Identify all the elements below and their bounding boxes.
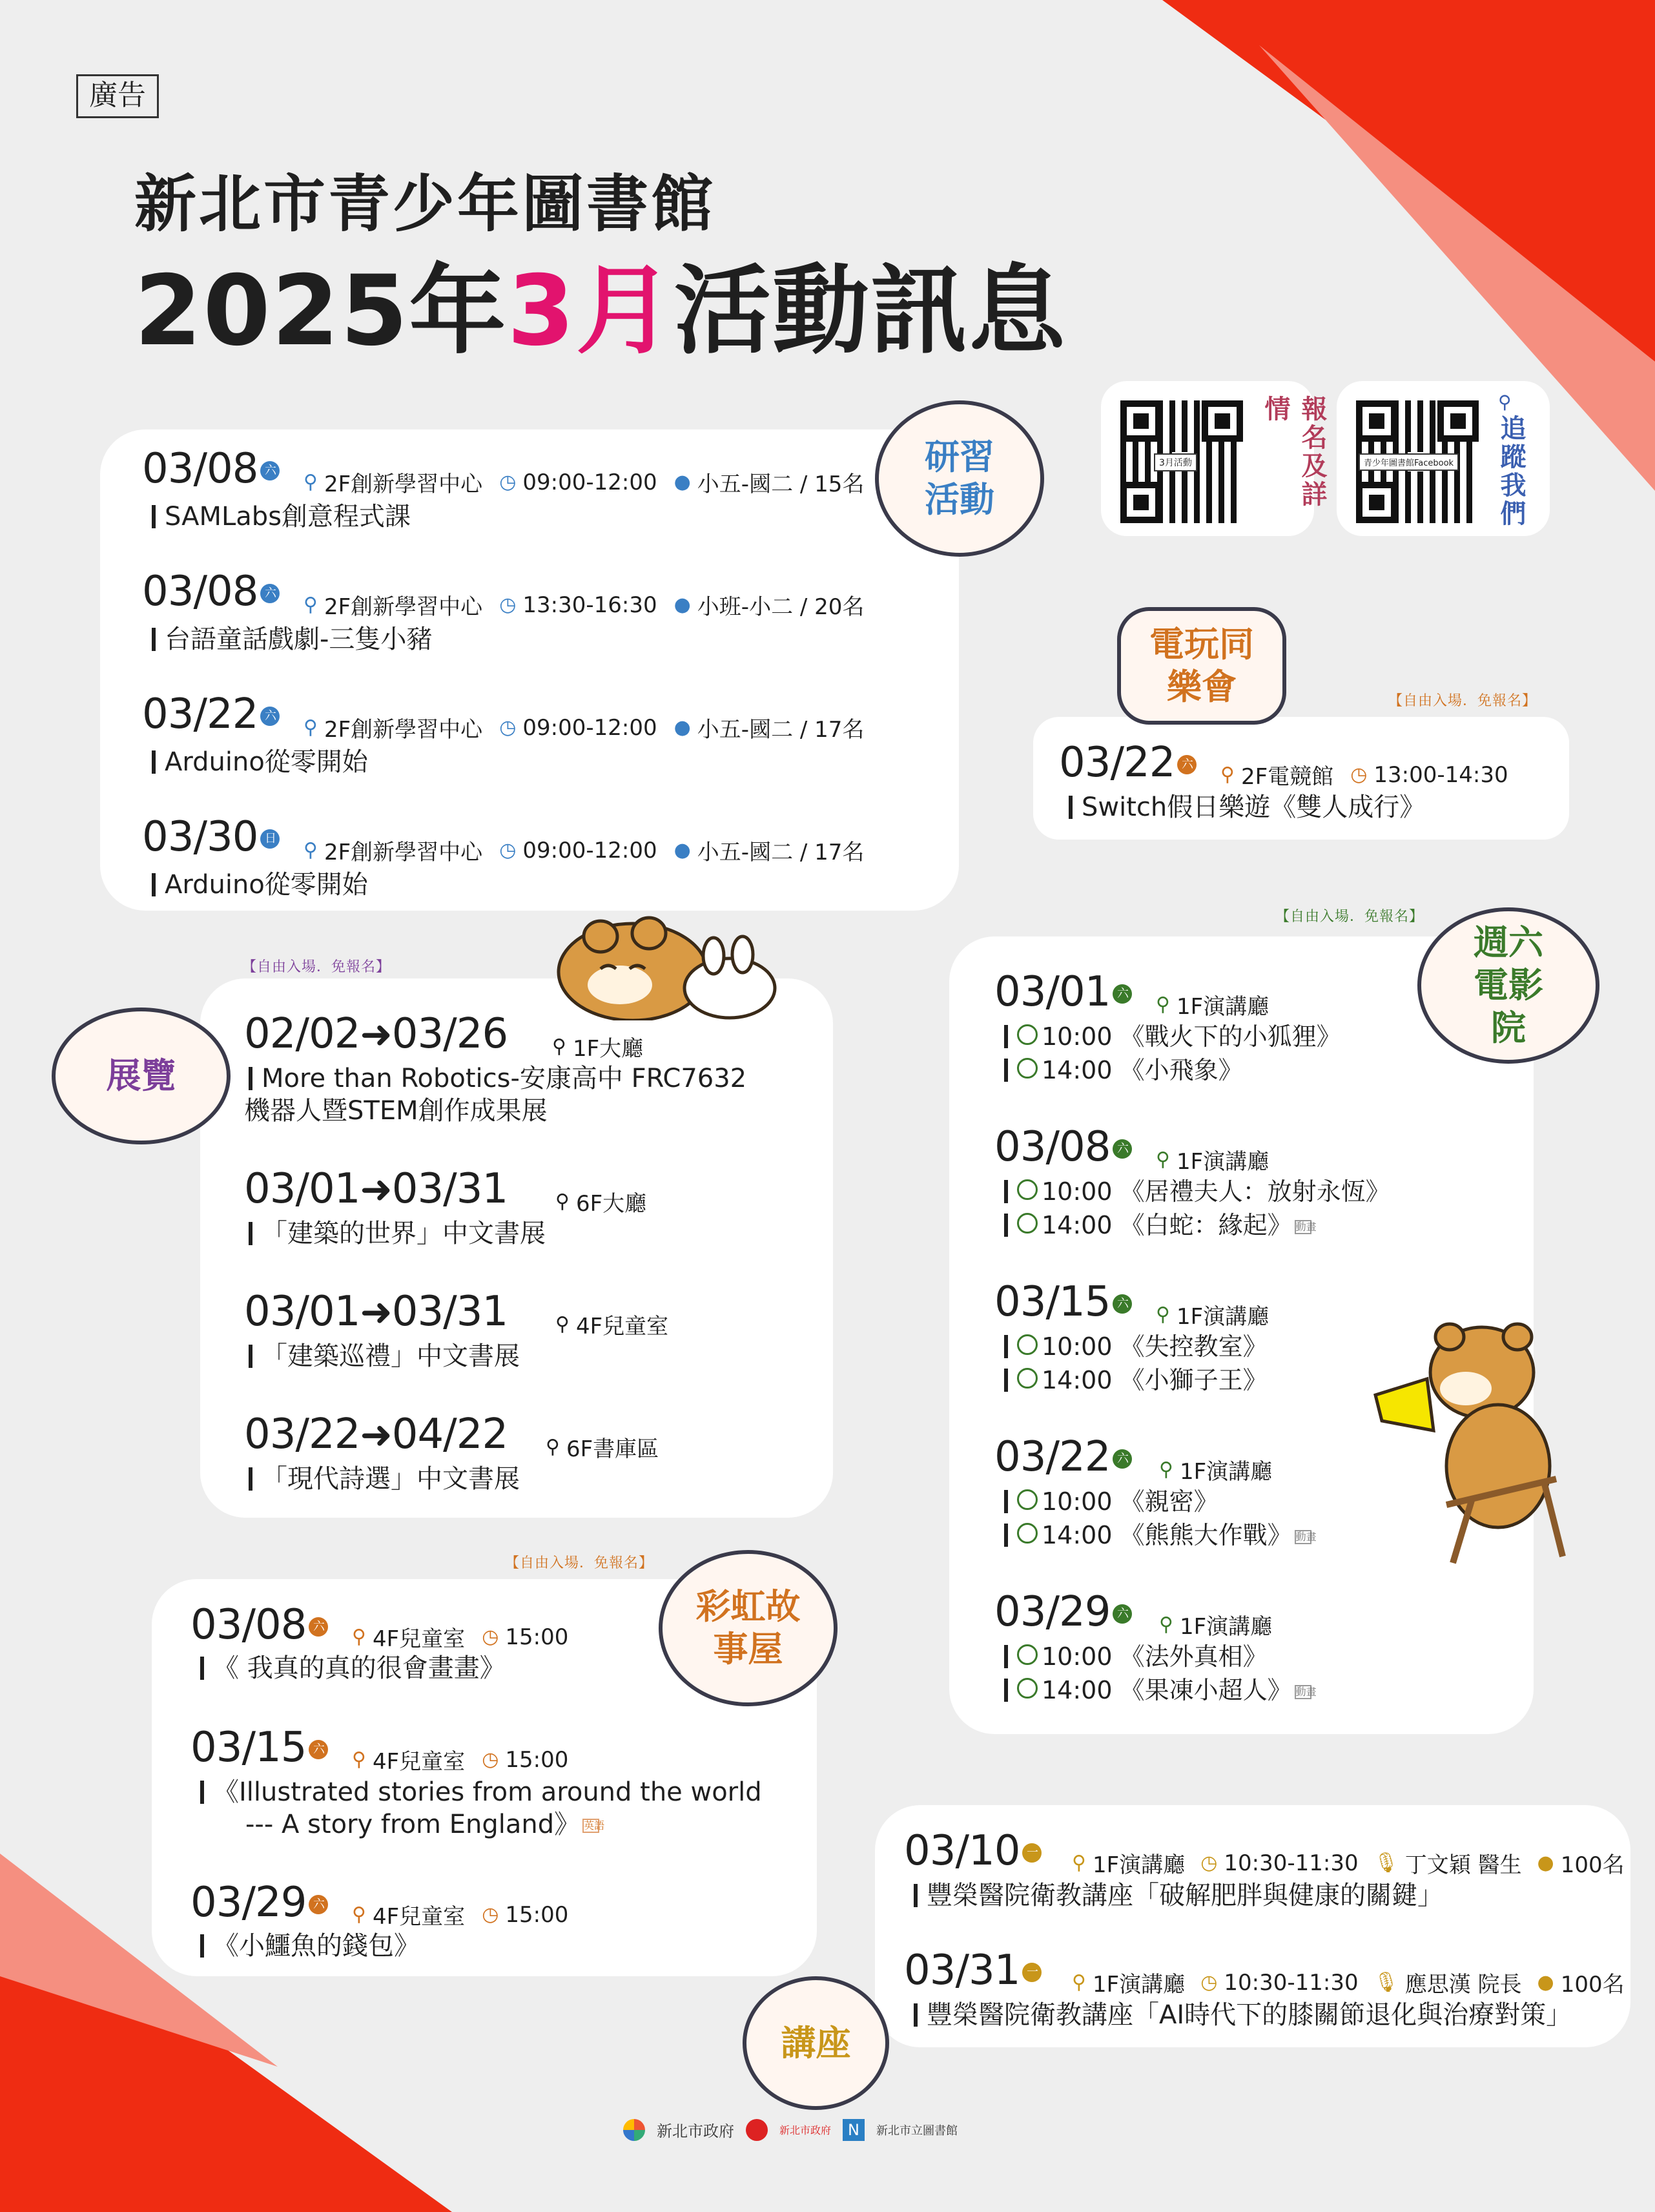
event-date: 03/08 bbox=[142, 568, 258, 615]
animation-tag: 動畫 bbox=[1295, 1530, 1317, 1543]
arrow-icon: ➜ bbox=[360, 1290, 392, 1335]
event-location: 6F大廳 bbox=[575, 1191, 647, 1217]
event-location: 1F演講廳 bbox=[1179, 1459, 1273, 1485]
story-bubble: 彩虹故事屋 bbox=[659, 1550, 838, 1706]
event-date: 03/10 bbox=[904, 1827, 1020, 1875]
event-time: 10:30-11:30 bbox=[1224, 1850, 1359, 1876]
event-date: 03/01 bbox=[994, 968, 1111, 1016]
start-date: 03/01 bbox=[244, 1165, 360, 1213]
event-date: 03/30 bbox=[142, 813, 258, 861]
start-date: 02/02 bbox=[244, 1010, 360, 1058]
clock-icon: ◷ bbox=[499, 593, 517, 616]
clock-icon: ◷ bbox=[1200, 1970, 1218, 1994]
event-time: 15:00 bbox=[505, 1746, 569, 1773]
location-icon: ⚲ bbox=[1156, 1303, 1170, 1326]
start-date: 03/22 bbox=[244, 1411, 360, 1458]
event-title: 《Illustrated stories from around the world bbox=[213, 1777, 762, 1807]
clock-icon bbox=[1017, 1644, 1038, 1665]
location-icon: ⚲ bbox=[1159, 1458, 1173, 1481]
event-location: 4F兒童室 bbox=[575, 1314, 669, 1339]
location-icon: ⚲ bbox=[303, 716, 318, 739]
clock-icon bbox=[1017, 1523, 1038, 1544]
clock-icon: ◷ bbox=[499, 470, 517, 493]
location-icon: ⚲ bbox=[1159, 1613, 1173, 1636]
event-title: 「建築巡禮」中文書展 bbox=[262, 1341, 520, 1371]
location-icon: ⚲ bbox=[555, 1190, 570, 1213]
exhibit-bubble: 展覽 bbox=[52, 1008, 231, 1144]
showtime-afternoon: 14:00 《小獅子王》 bbox=[1042, 1366, 1268, 1394]
clock-icon bbox=[1017, 1213, 1038, 1234]
end-date: 03/31 bbox=[391, 1165, 508, 1213]
event-capacity: 100名 bbox=[1560, 1852, 1625, 1878]
qr-code[interactable] bbox=[1356, 400, 1479, 523]
event-time: 15:00 bbox=[505, 1901, 569, 1928]
location-icon: ⚲ bbox=[1072, 1851, 1086, 1874]
day-badge: 六 bbox=[1177, 755, 1197, 774]
person-icon: ● bbox=[673, 716, 691, 739]
animation-tag: 動畫 bbox=[1295, 1220, 1317, 1233]
lecture-bubble: 講座 bbox=[743, 1976, 889, 2110]
day-badge: 六 bbox=[1113, 1449, 1132, 1469]
event-location: 1F演講廳 bbox=[1176, 1304, 1270, 1330]
event-speaker: 應思漢 院長 bbox=[1404, 1972, 1522, 1998]
event-title: 「現代詩選」中文書展 bbox=[262, 1464, 520, 1494]
clock-icon: ◷ bbox=[482, 1903, 499, 1926]
arrow-icon: ➜ bbox=[360, 1412, 392, 1458]
location-icon: ⚲ bbox=[546, 1435, 560, 1458]
event-location: 2F創新學習中心 bbox=[324, 717, 483, 743]
clock-icon bbox=[1017, 1334, 1038, 1355]
day-badge: 六 bbox=[1113, 1604, 1132, 1624]
clock-icon: ◷ bbox=[1200, 1851, 1218, 1874]
person-icon: ● bbox=[1537, 1970, 1554, 1994]
day-badge: 六 bbox=[1113, 984, 1132, 1004]
microphone-icon: 🎙 bbox=[1373, 1851, 1399, 1874]
event-location: 2F創新學習中心 bbox=[324, 594, 483, 620]
location-icon: ⚲ bbox=[352, 1903, 366, 1926]
event-date: 03/15 bbox=[994, 1278, 1111, 1326]
event-location: 4F兒童室 bbox=[372, 1904, 466, 1930]
day-badge: 一 bbox=[1022, 1963, 1042, 1982]
end-date: 03/26 bbox=[391, 1010, 508, 1058]
event-date: 03/22 bbox=[994, 1433, 1111, 1481]
end-date: 04/22 bbox=[391, 1411, 508, 1458]
footer-logo-text: 新北市立圖書館 bbox=[876, 2124, 958, 2138]
qr-label-signup: 報名及詳情 bbox=[1260, 395, 1327, 509]
free-entry-note: 【自由入場．免報名】 bbox=[505, 1555, 654, 1571]
location-icon: ⚲ bbox=[303, 838, 318, 862]
showtime-morning: 10:00 《戰火下的小狐狸》 bbox=[1042, 1022, 1341, 1051]
location-icon: ⚲ bbox=[352, 1625, 366, 1648]
event-audience: 小五-國二 / 17名 bbox=[697, 717, 865, 743]
clock-icon: ◷ bbox=[499, 716, 517, 739]
event-date: 03/22 bbox=[142, 690, 258, 738]
english-tag: 英語 bbox=[584, 1819, 605, 1832]
bear-bunny-illustration bbox=[549, 911, 781, 1020]
event-title: 台語童話戲劇-三隻小豬 bbox=[165, 625, 433, 654]
clock-icon: ◷ bbox=[482, 1625, 499, 1648]
clock-icon bbox=[1017, 1179, 1038, 1200]
showtime-afternoon: 14:00 《白蛇：緣起》 bbox=[1042, 1211, 1292, 1239]
ntpc-badge-icon bbox=[746, 2119, 768, 2141]
page-subtitle: 2025年3月活動訊息 bbox=[134, 255, 1067, 367]
footer-logo-text: 新北市政府 bbox=[657, 2122, 734, 2140]
event-title: Arduino從零開始 bbox=[165, 747, 368, 777]
location-icon: ⚲ bbox=[1220, 763, 1235, 786]
arrow-icon: ➜ bbox=[360, 1167, 392, 1212]
location-icon: ⚲ bbox=[1156, 993, 1170, 1016]
showtime-afternoon: 14:00 《果凍小超人》 bbox=[1042, 1676, 1292, 1704]
qr-card-facebook[interactable] bbox=[1337, 381, 1550, 536]
event-audience: 小五-國二 / 15名 bbox=[697, 471, 865, 497]
event-title: More than Robotics-安康高中 FRC7632 bbox=[262, 1064, 747, 1093]
qr-code[interactable] bbox=[1120, 400, 1243, 523]
location-icon: ⚲ bbox=[552, 1035, 566, 1058]
event-time: 09:00-12:00 bbox=[522, 714, 657, 741]
event-location: 1F大廳 bbox=[572, 1036, 644, 1062]
showtime-morning: 10:00 《親密》 bbox=[1042, 1487, 1218, 1516]
person-icon: ● bbox=[673, 838, 691, 862]
event-date: 03/31 bbox=[904, 1947, 1020, 1994]
event-title-line2: --- A story from England》 bbox=[245, 1810, 581, 1839]
ntpc-logo-icon bbox=[623, 2119, 645, 2141]
event-title: 「建築的世界」中文書展 bbox=[262, 1219, 546, 1248]
qr-label-facebook: 追蹤我們 bbox=[1496, 415, 1526, 528]
event-date: 03/22 bbox=[1059, 739, 1175, 787]
clock-icon bbox=[1017, 1489, 1038, 1510]
location-icon: ⚲ bbox=[352, 1748, 366, 1771]
start-date: 03/01 bbox=[244, 1288, 360, 1336]
person-icon: ● bbox=[1537, 1851, 1554, 1874]
page-title: 新北市青少年圖書館 bbox=[134, 168, 715, 240]
footer-logo-text: 新北市政府 bbox=[779, 2124, 832, 2136]
showtime-morning: 10:00 《居禮夫人：放射永恆》 bbox=[1042, 1177, 1390, 1206]
clock-icon bbox=[1017, 1368, 1038, 1389]
event-time: 13:00-14:30 bbox=[1373, 761, 1508, 788]
event-title: 豐榮醫院衛教講座「AI時代下的膝關節退化與治療對策」 bbox=[927, 2000, 1572, 2030]
event-location: 1F演講廳 bbox=[1092, 1852, 1186, 1878]
event-date: 03/29 bbox=[190, 1879, 307, 1927]
event-title: SAMLabs創意程式課 bbox=[165, 502, 411, 532]
game-bubble: 電玩同樂會 bbox=[1117, 607, 1286, 725]
person-icon: ● bbox=[673, 593, 691, 616]
qr-card-signup[interactable] bbox=[1101, 381, 1327, 536]
event-location: 1F演講廳 bbox=[1092, 1972, 1186, 1998]
search-icon: ⚲ bbox=[1498, 391, 1512, 413]
location-icon: ⚲ bbox=[303, 470, 318, 493]
event-location: 2F創新學習中心 bbox=[324, 471, 483, 497]
day-badge: 六 bbox=[260, 707, 280, 726]
clock-icon: ◷ bbox=[1350, 763, 1368, 786]
event-date: 03/08 bbox=[994, 1123, 1111, 1171]
event-location: 6F書庫區 bbox=[566, 1436, 659, 1462]
event-title: Arduino從零開始 bbox=[165, 870, 368, 900]
workshop-bubble: 研習活動 bbox=[875, 400, 1044, 557]
event-location: 1F演講廳 bbox=[1176, 994, 1270, 1020]
location-icon: ⚲ bbox=[303, 593, 318, 616]
animation-tag: 動畫 bbox=[1295, 1685, 1317, 1698]
day-badge: 六 bbox=[309, 1740, 328, 1759]
microphone-icon: 🎙 bbox=[1373, 1970, 1399, 1994]
clock-icon bbox=[1017, 1678, 1038, 1699]
free-entry-note: 【自由入場．免報名】 bbox=[1388, 693, 1537, 709]
day-badge: 日 bbox=[260, 829, 280, 849]
event-location: 1F演講廳 bbox=[1179, 1614, 1273, 1640]
event-location: 2F創新學習中心 bbox=[324, 840, 483, 865]
ad-label: 廣告 bbox=[76, 74, 159, 118]
free-entry-note: 【自由入場．免報名】 bbox=[242, 959, 391, 975]
event-location: 2F電競館 bbox=[1240, 764, 1334, 790]
showtime-afternoon: 14:00 《小飛象》 bbox=[1042, 1056, 1243, 1084]
arrow-icon: ➜ bbox=[360, 1012, 392, 1057]
day-badge: 六 bbox=[1113, 1294, 1132, 1314]
event-title: 《小鱷魚的錢包》 bbox=[213, 1931, 420, 1961]
showtime-afternoon: 14:00 《熊熊大作戰》 bbox=[1042, 1521, 1292, 1549]
movie-bubble: 週六電影院 bbox=[1417, 907, 1599, 1064]
event-time: 09:00-12:00 bbox=[522, 469, 657, 495]
end-date: 03/31 bbox=[391, 1288, 508, 1336]
footer-logos bbox=[623, 2118, 958, 2141]
event-date: 03/08 bbox=[190, 1601, 307, 1649]
event-date: 03/29 bbox=[994, 1588, 1111, 1636]
clock-icon bbox=[1017, 1058, 1038, 1079]
event-audience: 小班-小二 / 20名 bbox=[697, 594, 865, 620]
event-title: 《 我真的真的很會畫畫》 bbox=[213, 1653, 506, 1683]
event-audience: 小五-國二 / 17名 bbox=[697, 840, 865, 865]
event-title-line2: 機器人暨STEM創作成果展 bbox=[244, 1096, 548, 1126]
day-badge: 六 bbox=[309, 1617, 328, 1637]
event-title: Switch假日樂遊《雙人成行》 bbox=[1082, 792, 1426, 822]
day-badge: 六 bbox=[260, 461, 280, 481]
clock-icon: ◷ bbox=[499, 838, 517, 862]
free-entry-note: 【自由入場．免報名】 bbox=[1275, 909, 1424, 925]
event-date: 03/15 bbox=[190, 1724, 307, 1772]
event-location: 1F演講廳 bbox=[1176, 1149, 1270, 1175]
event-date: 03/08 bbox=[142, 445, 258, 493]
bear-megaphone-illustration bbox=[1369, 1318, 1582, 1569]
event-time: 15:00 bbox=[505, 1624, 569, 1650]
event-capacity: 100名 bbox=[1560, 1972, 1625, 1998]
event-location: 4F兒童室 bbox=[372, 1626, 466, 1652]
event-time: 13:30-16:30 bbox=[522, 592, 657, 618]
event-location: 4F兒童室 bbox=[372, 1749, 466, 1775]
clock-icon bbox=[1017, 1024, 1038, 1045]
qr-caption: 3月活動 bbox=[1154, 453, 1197, 471]
showtime-morning: 10:00 《失控教室》 bbox=[1042, 1332, 1268, 1361]
day-badge: 六 bbox=[1113, 1139, 1132, 1159]
location-icon: ⚲ bbox=[555, 1312, 570, 1336]
event-time: 09:00-12:00 bbox=[522, 837, 657, 863]
person-icon: ● bbox=[673, 470, 691, 493]
library-logo-icon: N bbox=[843, 2119, 865, 2141]
location-icon: ⚲ bbox=[1156, 1148, 1170, 1171]
day-badge: 六 bbox=[309, 1895, 328, 1914]
location-icon: ⚲ bbox=[1072, 1970, 1086, 1994]
event-title: 豐榮醫院衛教講座「破解肥胖與健康的關鍵」 bbox=[927, 1881, 1443, 1910]
showtime-morning: 10:00 《法外真相》 bbox=[1042, 1642, 1268, 1671]
event-speaker: 丁文穎 醫生 bbox=[1404, 1852, 1522, 1878]
event-time: 10:30-11:30 bbox=[1224, 1969, 1359, 1996]
clock-icon: ◷ bbox=[482, 1748, 499, 1771]
day-badge: 六 bbox=[260, 584, 280, 603]
qr-caption: 青少年圖書館Facebook bbox=[1359, 453, 1459, 471]
day-badge: 一 bbox=[1022, 1843, 1042, 1863]
